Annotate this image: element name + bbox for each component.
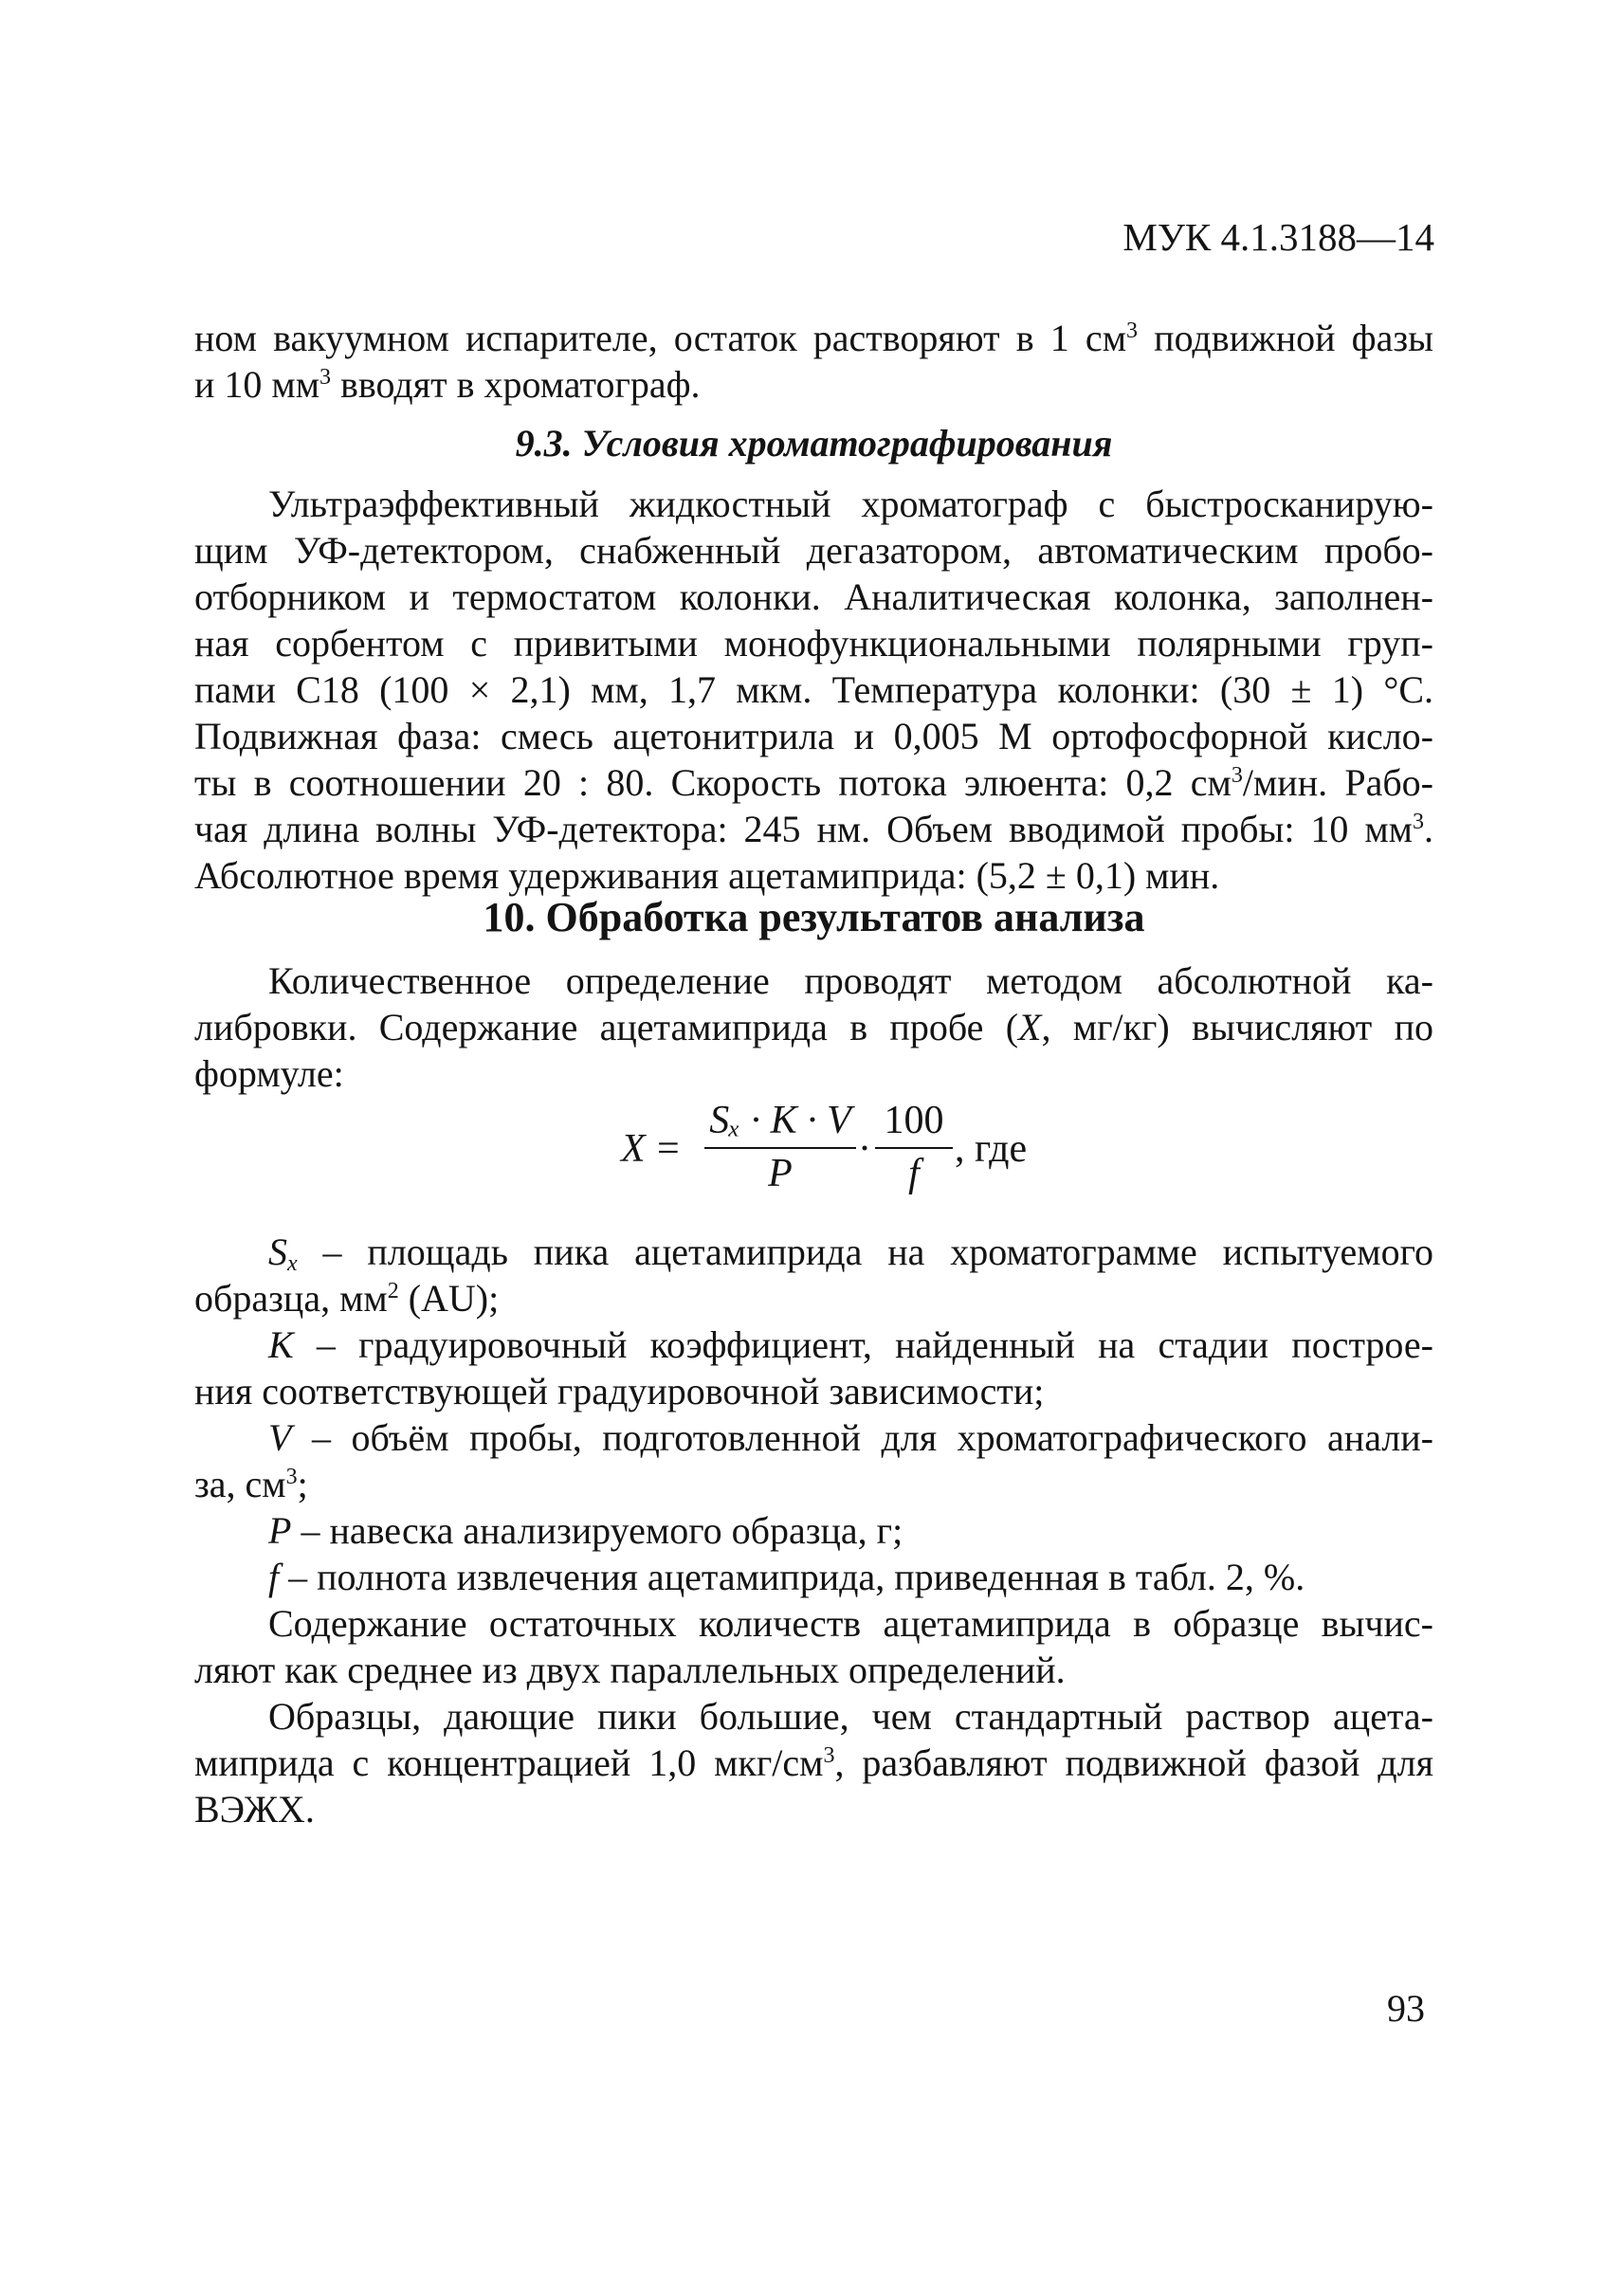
section-9-3-title: 9.3. Условия хроматографирования — [515, 422, 1113, 465]
formula-lhs: X — [621, 1127, 646, 1171]
text-line: формуле: — [194, 1052, 344, 1095]
page-number: 93 — [1387, 1987, 1425, 2030]
text-line: Абсолютное время удерживания ацетамиприда: (5,2 ± 0,1) мин. — [194, 854, 1220, 897]
calculation-formula — [621, 1098, 1057, 1212]
formula-dot: · — [858, 1127, 871, 1171]
text-line: Содержание остаточных количеств ацетамиприда в образце вычис- — [268, 1602, 1433, 1645]
definition-line: K – градуировочный коэффициент, найденный на стадии построе- — [268, 1323, 1433, 1366]
formula-numerator-1: Sₓ · K · V — [709, 1099, 851, 1142]
text-line: и 10 $мм^3$ вводят в хроматограф. — [194, 363, 701, 406]
section-10-title: 10. Обработка результатов анализа — [483, 894, 1145, 940]
text-line: ВЭЖХ. — [194, 1788, 315, 1831]
definition-line: $S_x$ – площадь пика ацетамиприда на хроматограмме испытуемого — [268, 1230, 1433, 1276]
fraction-bar — [875, 1147, 953, 1149]
text-line: Образцы, дающие пики большие, чем стандартный раствор ацета- — [268, 1695, 1433, 1738]
fraction-bar — [704, 1147, 856, 1149]
definition-line: P – навеска анализируемого образца, г; — [268, 1509, 903, 1552]
text-line: чая длина волны УФ-детектора: 245 нм. Объем вводимой пробы: 10 $мм^3$. — [194, 808, 1433, 850]
formula-suffix: , где — [955, 1127, 1028, 1171]
text-line: пами C18 (100 × 2,1) мм, 1,7 мкм. Температура колонки: (30 ± 1) °C. — [194, 668, 1433, 711]
variable-definitions — [194, 1229, 1433, 1832]
text-line: ном вакуумном испарителе, остаток растворяют в 1 $см^3$ подвижной фазы — [194, 317, 1434, 359]
text-line: отборником и термостатом колонки. Аналитическая колонка, заполнен- — [194, 575, 1433, 618]
text-line: Ультраэффективный жидкостный хроматограф с быстросканирую- — [268, 483, 1433, 525]
definition-line: ния соответствующей градуировочной зависимости; — [194, 1370, 1045, 1412]
text-line: ная сорбентом с привитыми монофункциональными полярными груп- — [194, 622, 1433, 665]
definition-line: образца, $мм^2$ (AU); — [194, 1277, 500, 1320]
formula-equals: = — [657, 1127, 680, 1171]
document-code-header: МУК 4.1.3188—14 — [1122, 215, 1434, 259]
text-line: либровки. Содержание ацетамиприда в пробе (X, мг/кг) вычисляют по — [194, 1006, 1433, 1048]
formula-denominator-2: f — [908, 1152, 920, 1195]
definition-line: f – полнота извлечения ацетамиприда, приведенная в табл. 2, %. — [268, 1556, 1305, 1598]
formula-denominator-1: P — [768, 1152, 793, 1195]
text-line: Подвижная фаза: смесь ацетонитрила и 0,005 М ортофосфорной кисло- — [194, 715, 1433, 757]
text-line: Количественное определение проводят методом абсолютной ка- — [268, 959, 1433, 1002]
definition-line: за, $см^3$; — [194, 1463, 308, 1505]
text-line: щим УФ-детектором, снабженный дегазатором, автоматическим пробо- — [194, 529, 1433, 572]
definition-line: V – объём пробы, подготовленной для хроматографического анали- — [268, 1416, 1433, 1459]
section-9-3-paragraph — [194, 481, 1433, 899]
intro-paragraph — [194, 315, 1433, 408]
text-line: миприда с концентрацией 1,0 мкг/$см^3$, разбавляют подвижной фазой для — [194, 1741, 1433, 1784]
text-line: ляют как среднее из двух параллельных определений. — [194, 1649, 1066, 1691]
formula-numerator-2: 100 — [884, 1099, 944, 1142]
section-10-paragraph — [194, 957, 1433, 1097]
text-line: ты в соотношении 20 : 80. Скорость потока элюента: 0,2 $см^3$/мин. Рабо- — [194, 761, 1433, 804]
